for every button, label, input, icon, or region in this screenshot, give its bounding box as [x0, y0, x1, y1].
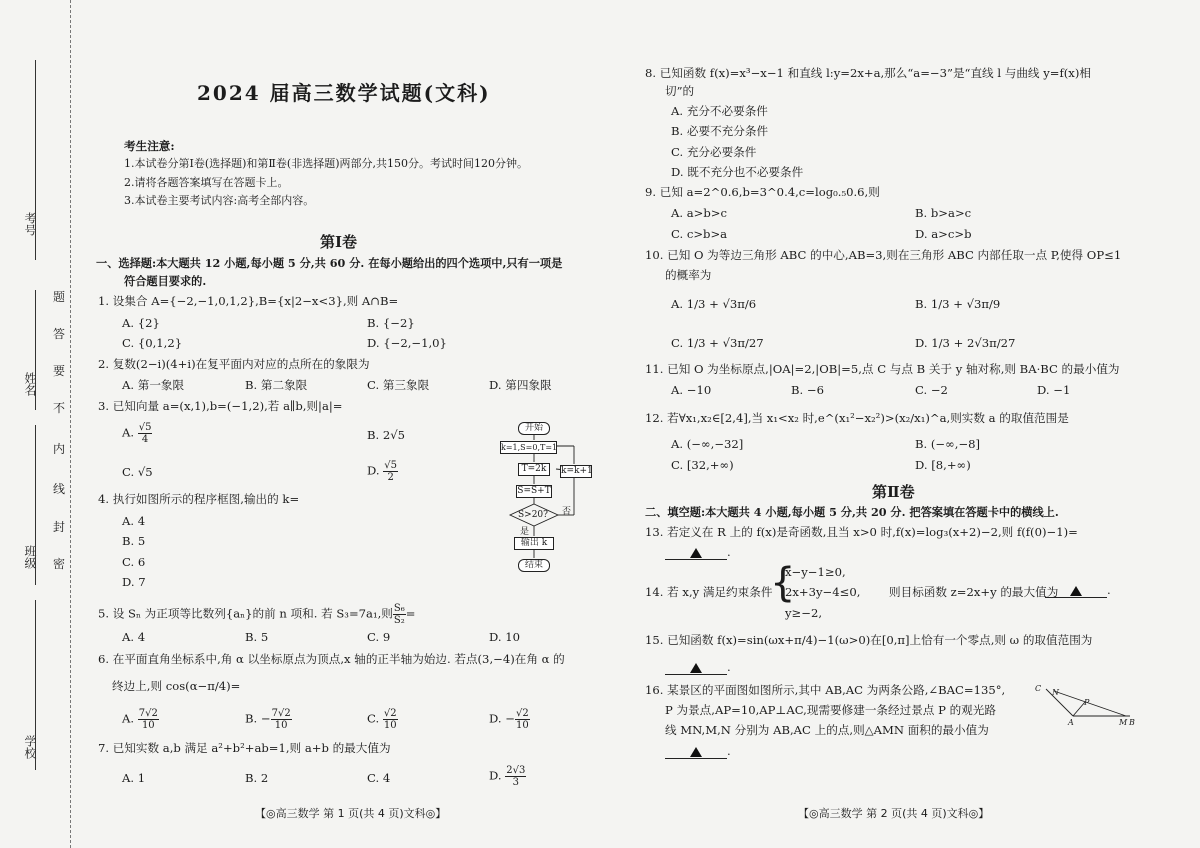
denominator: 3 — [512, 777, 519, 788]
q5-stem-text: 5. 设 Sₙ 为正项等比数列{aₙ}的前 n 项和. 若 S₃=7a₁,则 — [98, 606, 393, 621]
class-line — [35, 425, 36, 585]
school-line — [35, 600, 36, 770]
q6-a-label: A. — [122, 711, 135, 726]
q12-option-b[interactable]: B. (−∞,−8] — [915, 437, 981, 451]
triangle-marker-icon — [690, 548, 702, 558]
question-10-stem-cont: 的概率为 — [665, 268, 712, 282]
question-14-post: 则目标函数 z=2x+y 的最大值为 — [889, 585, 1059, 599]
question-5-stem — [98, 603, 415, 626]
question-8-stem-cont: 切”的 — [665, 84, 695, 98]
q3-option-a[interactable] — [122, 422, 152, 445]
numerator: S₆ — [393, 603, 405, 614]
question-13-stem: 13. 若定义在 R 上的 f(x)是奇函数,且当 x>0 时,f(x)=log₃(x+2)−2,则 f(f(0)−1)= — [645, 525, 1078, 539]
q7-option-a[interactable]: A. 1 — [122, 771, 146, 785]
flow-t-assign: T=2k — [518, 463, 550, 476]
class-label: 班级 — [23, 545, 37, 569]
flow-condition: S>20? — [518, 510, 548, 520]
question-15-stem: 15. 已知函数 f(x)=sin(ωx+π/4)−1(ω>0)在[0,π]上恰有一个零点,则 ω 的取值范围为 — [645, 633, 1093, 647]
question-1-stem: 1. 设集合 A={−2,−1,0,1,2},B={x|2−x<3},则 A∩B= — [98, 294, 399, 308]
notice-item: 2.请将各题答案填写在答题卡上。 — [124, 176, 289, 189]
name-line — [35, 290, 36, 410]
q1-option-c[interactable]: C. {0,1,2} — [122, 336, 183, 350]
answer-line — [665, 545, 727, 560]
q4-option-d[interactable]: D. 7 — [122, 575, 146, 589]
triangle-marker-icon — [690, 663, 702, 673]
q1-option-d[interactable]: D. {−2,−1,0} — [367, 336, 447, 350]
q9-option-d[interactable]: D. a>c>b — [915, 227, 972, 241]
q1-option-a[interactable]: A. {2} — [122, 316, 160, 330]
q9-option-c[interactable]: C. c>b>a — [671, 227, 728, 241]
q7-option-c[interactable]: C. 4 — [367, 771, 391, 785]
exam-number-line — [35, 60, 36, 260]
q3-d-fraction — [383, 460, 398, 483]
numerator: √2 — [383, 708, 397, 719]
q16-answer-blank[interactable]: . — [665, 744, 731, 759]
question-14-pre: 14. 若 x,y 满足约束条件 — [645, 585, 773, 599]
point-n-label: N — [1052, 688, 1059, 697]
q4-option-a[interactable]: A. 4 — [122, 514, 146, 528]
q12-option-c[interactable]: C. [32,+∞) — [671, 458, 734, 472]
q11-option-c[interactable]: C. −2 — [915, 383, 948, 397]
numerator: √5 — [384, 460, 397, 471]
q5-option-b[interactable]: B. 5 — [245, 630, 269, 644]
page-1 — [92, 0, 602, 848]
question-12-stem: 12. 若∀x₁,x₂∈[2,4],当 x₁<x₂ 时,e^(x₁²−x₂²)>(x₂/x₁)^a,则实数 a 的取值范围是 — [645, 411, 1069, 425]
q11-option-d[interactable]: D. −1 — [1037, 383, 1071, 397]
flow-yes-label: 是 — [520, 527, 530, 537]
q11-option-b[interactable]: B. −6 — [791, 383, 824, 397]
numerator: 7√2 — [138, 708, 158, 719]
q6-d-label: D. − — [489, 711, 515, 726]
question-7-stem: 7. 已知实数 a,b 满足 a²+b²+ab=1,则 a+b 的最大值为 — [98, 741, 391, 755]
q8-option-b[interactable]: B. 必要不充分条件 — [671, 124, 769, 138]
part2-title: 第Ⅱ卷 — [872, 483, 915, 501]
q1-option-b[interactable]: B. {−2} — [367, 316, 415, 330]
question-10-stem: 10. 已知 O 为等边三角形 ABC 的中心,AB=3,则在三角形 ABC 内部任取一点 P,使得 OP≤1 — [645, 248, 1122, 262]
seal-char: 答 — [53, 327, 66, 341]
exam-title: 2024 届高三数学试题(文科) — [197, 81, 491, 105]
triangle-marker-icon — [690, 747, 702, 757]
exam-number-label: 考号 — [23, 212, 37, 236]
seal-char: 线 — [53, 482, 66, 496]
q6-option-d[interactable] — [489, 708, 530, 731]
seal-char: 密 — [53, 557, 66, 571]
point-a-label: A — [1068, 718, 1074, 727]
q3-option-d[interactable] — [367, 460, 398, 483]
numerator: 2√3 — [506, 765, 526, 776]
q4-option-c[interactable]: C. 6 — [122, 555, 146, 569]
q6-c-fraction — [383, 708, 398, 731]
q14-constraint-1: x−y−1≥0, — [785, 565, 846, 579]
question-3-stem: 3. 已知向量 a=(x,1),b=(−1,2),若 a∥b,则|a|= — [98, 399, 343, 413]
question-16-stem-3: 线 MN,M,N 分别为 AB,AC 上的点,则△AMN 面积的最小值为 — [665, 723, 989, 737]
q14-constraint-3: y≥−2, — [785, 606, 823, 620]
page-1-footer: 【◎高三数学 第 1 页(共 4 页)文科◎】 — [255, 807, 447, 820]
q8-option-c[interactable]: C. 充分必要条件 — [671, 145, 757, 159]
question-11-stem: 11. 已知 O 为坐标原点,|OA|=2,|OB|=5,点 C 与点 B 关于 y 轴对称,则 BA·BC 的最小值为 — [645, 362, 1120, 376]
seal-char: 内 — [53, 442, 66, 456]
q2-option-d[interactable]: D. 第四象限 — [489, 378, 552, 392]
part2-instruction: 二、填空题:本大题共 4 小题,每小题 5 分,共 20 分. 把答案填在答题卡中的横线上. — [645, 505, 1059, 519]
notice-item: 3.本试卷主要考试内容:高考全部内容。 — [124, 194, 315, 207]
numerator: √2 — [515, 708, 529, 719]
q3-option-c[interactable]: C. √5 — [122, 465, 153, 479]
q3-a-label: A. — [122, 425, 135, 440]
question-8-stem: 8. 已知函数 f(x)=x³−x−1 和直线 l:y=2x+a,那么“a=−3”是“直线 l 与曲线 y=f(x)相 — [645, 66, 1091, 80]
denominator: 2 — [387, 472, 394, 483]
denominator: 4 — [141, 434, 149, 445]
q4-option-b[interactable]: B. 5 — [122, 534, 146, 548]
q6-d-fraction — [515, 708, 530, 731]
flow-end: 结束 — [518, 559, 550, 572]
q11-option-a[interactable]: A. −10 — [671, 383, 712, 397]
point-c-label: C — [1035, 684, 1042, 693]
q3-d-label: D. — [367, 463, 380, 478]
triangle-marker-icon — [1070, 586, 1082, 596]
flow-k-increment: k=k+1 — [561, 466, 593, 476]
q8-option-a[interactable]: A. 充分不必要条件 — [671, 104, 768, 118]
q6-option-b[interactable] — [245, 708, 292, 731]
answer-line — [665, 660, 727, 675]
page-2-footer: 【◎高三数学 第 2 页(共 4 页)文科◎】 — [798, 807, 990, 820]
page-2 — [640, 0, 1175, 848]
point-m-label: M — [1119, 718, 1128, 727]
seal-char: 要 — [53, 364, 66, 378]
q6-b-fraction — [271, 708, 292, 731]
q10-option-d[interactable]: D. 1/3 + 2√3π/27 — [915, 336, 1016, 350]
denominator: 10 — [515, 720, 529, 731]
q13-answer-blank[interactable]: . — [665, 545, 731, 560]
q6-c-label: C. — [367, 711, 380, 726]
q7-option-d[interactable] — [489, 765, 526, 788]
name-label: 姓名 — [23, 372, 37, 396]
seal-char: 不 — [53, 401, 66, 415]
q9-option-b[interactable]: B. b>a>c — [915, 206, 972, 220]
q10-option-a[interactable]: A. 1/3 + √3π/6 — [671, 297, 757, 311]
notice-item: 1.本试卷分第Ⅰ卷(选择题)和第Ⅱ卷(非选择题)两部分,共150分。考试时间120分钟。 — [124, 157, 528, 170]
denominator: 10 — [274, 720, 288, 731]
numerator: √5 — [138, 422, 152, 433]
constraint-brace: { — [770, 560, 796, 606]
q5-option-a[interactable]: A. 4 — [122, 630, 146, 644]
answer-line — [1045, 583, 1107, 598]
question-16-stem: 16. 某景区的平面图如图所示,其中 AB,AC 为两条公路,∠BAC=135°, — [645, 683, 1006, 697]
flow-s-assign: S=S+T — [517, 486, 551, 496]
notice-heading: 考生注意: — [124, 139, 175, 153]
question-6-stem-cont: 终边上,则 cos(α−π/4)= — [112, 679, 241, 693]
denominator: 10 — [383, 720, 397, 731]
part1-instruction-cont: 符合题目要求的. — [124, 274, 207, 288]
numerator: 7√2 — [271, 708, 291, 719]
q7-d-label: D. — [489, 768, 502, 783]
q7-option-b[interactable]: B. 2 — [245, 771, 269, 785]
question-2-stem: 2. 复数(2−i)(4+i)在复平面内对应的点所在的象限为 — [98, 357, 370, 371]
q15-answer-blank[interactable]: . — [665, 660, 731, 675]
flow-start: 开始 — [518, 422, 550, 435]
q2-option-b[interactable]: B. 第二象限 — [245, 378, 308, 392]
seal-char: 封 — [53, 520, 66, 534]
dashed-cut-line — [70, 0, 71, 848]
q6-a-fraction — [138, 708, 159, 731]
denominator: 10 — [141, 720, 155, 731]
part1-instruction: 一、选择题:本大题共 12 小题,每小题 5 分,共 60 分. 在每小题给出的四个选项中,只有一项是 — [96, 256, 563, 270]
q14-constraint-2: 2x+3y−4≤0, — [785, 585, 861, 599]
point-b-label: B — [1129, 718, 1135, 727]
q5-stem-tail: = — [405, 606, 416, 621]
q14-answer-blank[interactable]: . — [1045, 583, 1111, 598]
q5-option-c[interactable]: C. 9 — [367, 630, 391, 644]
q12-option-d[interactable]: D. [8,+∞) — [915, 458, 971, 472]
flow-output: 输出 k — [514, 537, 554, 550]
part1-title: 第Ⅰ卷 — [320, 233, 358, 251]
q6-b-label: B. − — [245, 711, 271, 726]
q6-option-a[interactable] — [122, 708, 159, 731]
question-9-stem: 9. 已知 a=2^0.6,b=3^0.4,c=log₀.₅0.6,则 — [645, 185, 880, 199]
school-label: 学校 — [23, 735, 37, 759]
q3-option-b[interactable]: B. 2√5 — [367, 428, 406, 442]
point-p-label: P — [1084, 698, 1090, 707]
denominator: S₂ — [393, 615, 405, 626]
seal-char: 题 — [53, 290, 66, 304]
answer-line — [665, 744, 727, 759]
q2-option-c[interactable]: C. 第三象限 — [367, 378, 430, 392]
q2-option-a[interactable]: A. 第一象限 — [122, 378, 185, 392]
q8-option-d[interactable]: D. 既不充分也不必要条件 — [671, 165, 804, 179]
question-4-stem: 4. 执行如图所示的程序框图,输出的 k= — [98, 492, 300, 506]
flow-init: k=1,S=0,T=1 — [501, 443, 558, 452]
q10-option-c[interactable]: C. 1/3 + √3π/27 — [671, 336, 764, 350]
q12-option-a[interactable]: A. (−∞,−32] — [671, 437, 744, 451]
q5-option-d[interactable]: D. 10 — [489, 630, 521, 644]
q6-option-c[interactable] — [367, 708, 398, 731]
q5-ratio — [393, 603, 406, 626]
q3-a-fraction — [138, 422, 153, 445]
q10-option-b[interactable]: B. 1/3 + √3π/9 — [915, 297, 1001, 311]
q7-d-fraction — [505, 765, 526, 788]
question-16-stem-2: P 为景点,AP=10,AP⊥AC,现需要修建一条经过景点 P 的观光路 — [665, 703, 996, 717]
flow-no-label: 否 — [562, 507, 572, 517]
q9-option-a[interactable]: A. a>b>c — [671, 206, 727, 220]
question-6-stem: 6. 在平面直角坐标系中,角 α 以坐标原点为顶点,x 轴的正半轴为始边. 若点(3,−4)在角 α 的 — [98, 652, 565, 666]
binding-margin — [0, 0, 82, 848]
